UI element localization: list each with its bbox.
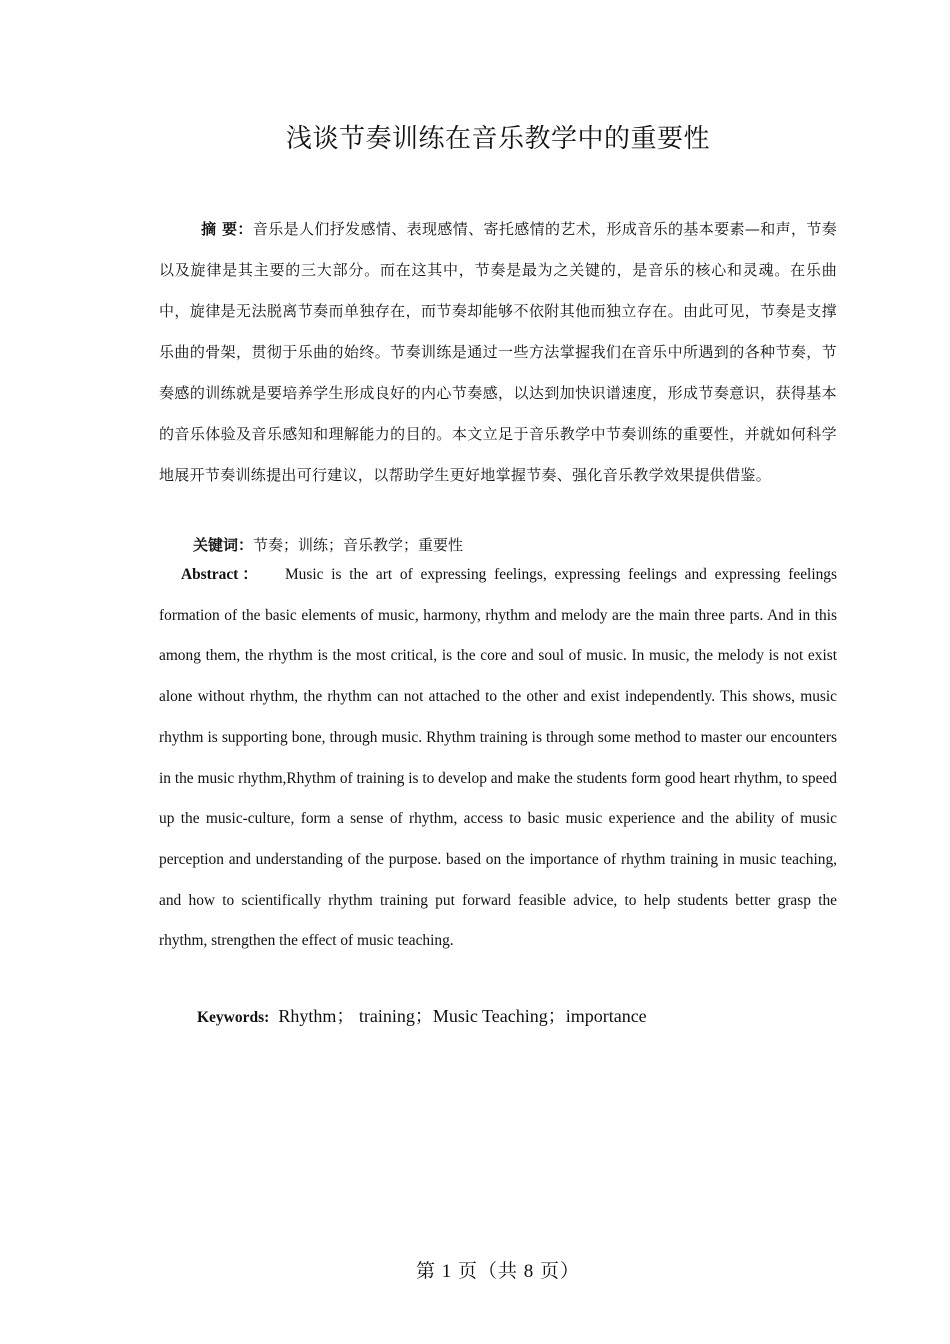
abstract-cn [159, 209, 837, 496]
abstract-en-text: Music is the art of expressing feelings, expressing feelings and expressing feelings formation of the basic elements of music, harmony, rhythm and melody are the main three parts. And in this among them, the rhythm is the most critical, is the core and soul of music. In music, the melody is not exist alone without rhythm, the rhythm can not attached to the other and exist independently. This shows, music rhythm is supporting bone, through music. Rhythm training is through some method to master our encounters in the music rhythm,Rhythm of training is to develop and make the students form good heart rhythm, to speed up the music-culture, form a sense of rhythm, access to basic music experience and the ability of music perception and understanding of the purpose. based on the importance of rhythm training in music teaching, and how to scientifically rhythm training put forward feasible advice, to help students better grasp the rhythm, strengthen the effect of music teaching. [159, 566, 837, 950]
keywords-cn-text: 节奏；训练；音乐教学；重要性 [253, 536, 464, 554]
paper-title: 浅谈节奏训练在音乐教学中的重要性 [285, 124, 710, 154]
page-footer: 第 1 页（共 8 页） [415, 1261, 580, 1282]
abstract-en-label: Abstract： [181, 566, 262, 583]
abstract-cn-label: 摘 要： [201, 220, 253, 238]
keywords-cn [193, 533, 463, 557]
abstract-en [159, 555, 837, 962]
keywords-cn-label: 关键词： [193, 536, 254, 554]
abstract-cn-text: 音乐是人们抒发感情、表现感情、寄托感情的艺术，形成音乐的基本要素—和声，节奏以及旋律是其主要的三大部分。而在这其中，节奏是最为之关键的，是音乐的核心和灵魂。在乐曲中，旋律是无法脱离节奏而单独存在，而节奏却能够不依附其他而独立存在。由此可见，节奏是支撑乐曲的骨架，贯彻于乐曲的始终。节奏训练是通过一些方法掌握我们在音乐中所遇到的各种节奏，节奏感的训练就是要培养学生形成良好的内心节奏感，以达到加快识谱速度，形成节奏意识，获得基本的音乐体验及音乐感知和理解能力的目的。本文立足于音乐教学中节奏训练的重要性，并就如何科学地展开节奏训练提出可行建议，以帮助学生更好地掌握节奏、强化音乐教学效果提供借鉴。 [159, 220, 837, 484]
keywords-en-text: Rhythm； training；Music Teaching；importance [278, 1006, 647, 1026]
keywords-en-label: Keywords: [197, 1009, 270, 1026]
keywords-en [197, 1003, 647, 1031]
